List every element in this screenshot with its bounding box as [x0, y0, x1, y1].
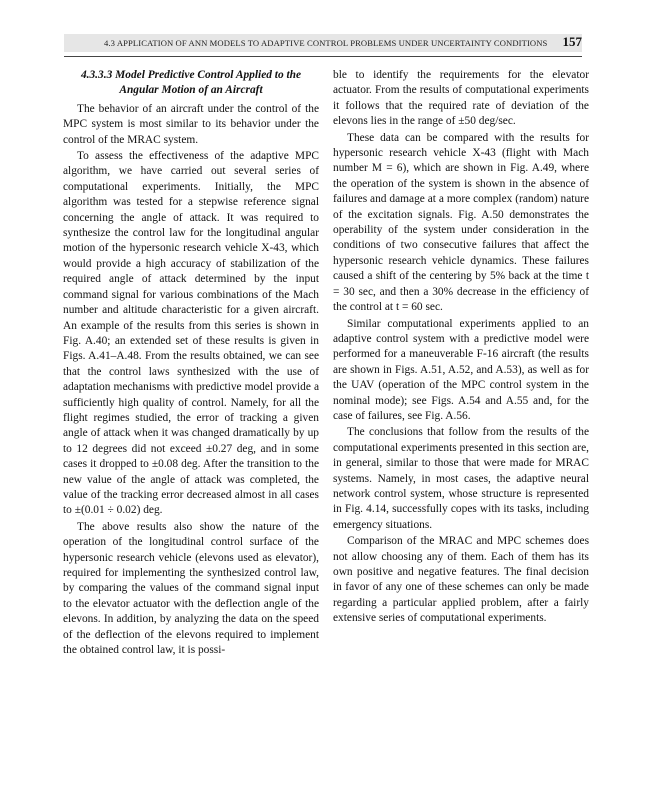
section-number: 4.3.3.3 [80, 69, 113, 81]
paragraph: Comparison of the MRAC and MPC schemes does not allow choosing any of them. Each of them has its own positive and negative features. The final decision in favor of any one of these schemes can only be made regarding a particular applied problem, after a fairly extensive series of computational experiments. [333, 535, 589, 625]
paragraph: ble to identify the requirements for the elevator actuator. From the results of computational experiments it follows that the required rate of deviation of the elevons lies in the range of ±50 deg/sec. [333, 69, 589, 128]
paragraph: Similar computational experiments applied to an adaptive control system with a predictive model were performed for a maneuverable F-16 aircraft (the results are shown in Figs. A.51, A.52, and A.53), as well as for the UAV (operation of the MPC control system in the nominal mode); see Figs. A.54 and A.55 and, for the case of failures, see Fig. A.56. [333, 317, 589, 422]
section-title: Model Predictive Control Applied to the Angular Motion of an Aircraft [115, 69, 302, 97]
running-head-text: 4.3 APPLICATION OF ANN MODELS TO ADAPTIVE CONTROL PROBLEMS UNDER UNCERTAINTY CONDITIONS [104, 38, 548, 48]
paragraph: To assess the effectiveness of the adaptive MPC algorithm, we have carried out several series of computational experiments. Initially, the MPC algorithm was tested for a stepwise reference signal concerning the angle of attack. It was required to synthesize the control law for the longitudinal angular motion of the hypersonic research vehicle X-43, which would provide a high accuracy of stabilization of the required angle of attack determined by the input command signal for various combinations of the Mach number and altitude characteristic for a given aircraft. An example of the results from this series is shown in Fig. A.40; an extended set of these results is given in Figs. A.41–A.48. From the results obtained, we can see that the control laws synthesized with the use of adaptation mechanisms with predictive model provide a sufficiently high quality of control. Namely, for all the flight regimes studied, the error of tracking a given angle of attack when it was changed dramatically by up to 12 degrees did not exceed ±0.27 deg, and in some cases it dropped to ±0.08 deg. After the transition to the new value of the angle of attack was completed, the value of the tracking error decreased almost in all cases to ±(0.01 ÷ 0.02) deg. [63, 150, 319, 517]
paragraph: The above results also show the nature of the operation of the longitudinal control surface of the hypersonic research vehicle (elevons used as elevator), required for implementing the synthesized control law, by comparing the values of the command signal input to the elevator actuator with the deflection angle of the elevons. In addition, by analyzing the data on the speed of the deflection of the elevons required to implement the obtained control law, it is possi- [63, 520, 319, 657]
page-number: 157 [562, 34, 582, 49]
paragraph: The conclusions that follow from the results of the computational experiments presented in this section are, in general, similar to those that were made for MRAC systems. Namely, in most cases, the adaptive neural network control system, whose structure is represented in Fig. 4.14, successfully copes with its tasks, including emergency situations. [333, 426, 589, 531]
paragraph: These data can be compared with the results for hypersonic research vehicle X-43 (flight with Mach number M = 6), which are shown in Fig. A.49, where the operation of the system is shown in the absence of failures and damage at a more complex (random) nature of the excitation signals. Fig. A.50 demonstrates the operability of the system under consideration in the conditions of two consecutive failures that affect the hypersonic research vehicle dynamics. These failures caused a shift of the centering by 5% back at the time t = 30 sec, and then a 30% decrease in the efficiency of the control at t = 60 sec. [333, 131, 589, 314]
paragraph: The behavior of an aircraft under the control of the MPC system is most similar to its behavior under the control of the MRAC system. [63, 102, 319, 146]
right-column [333, 68, 589, 628]
section-heading [63, 68, 319, 99]
left-column [63, 68, 319, 659]
running-header [64, 34, 582, 57]
